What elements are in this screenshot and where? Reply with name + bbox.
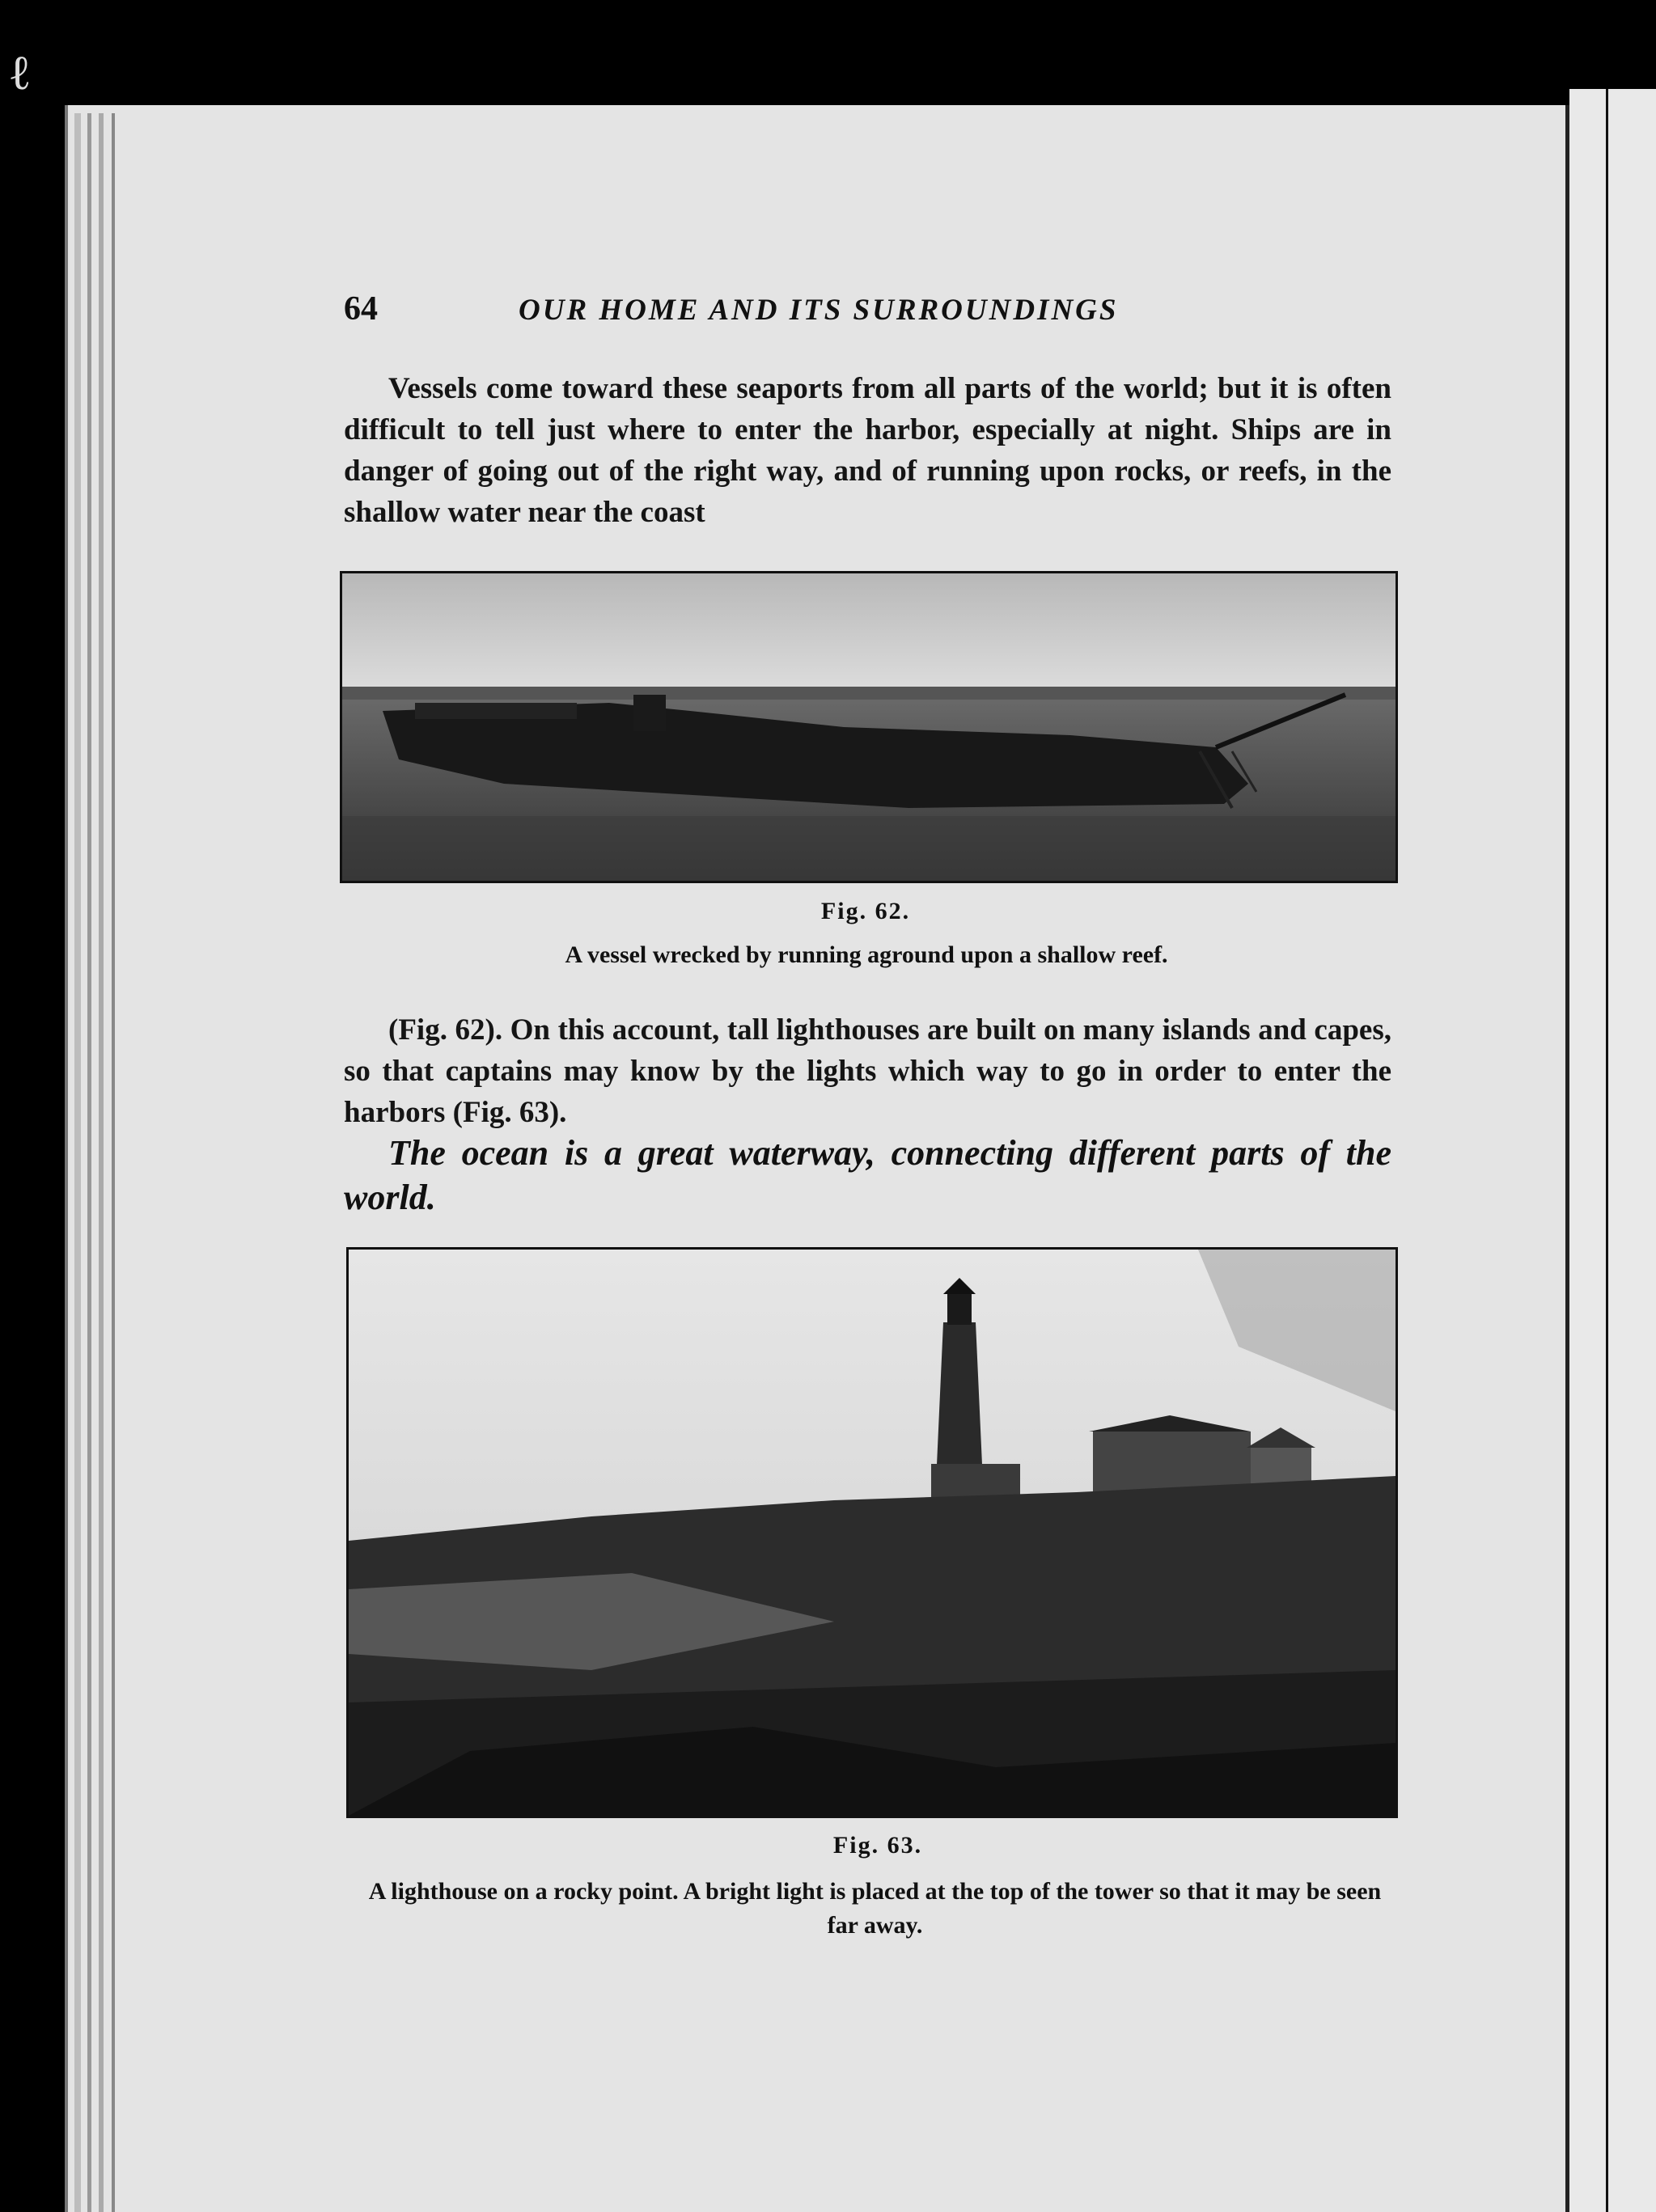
- figure-62-label: Fig. 62.: [820, 898, 911, 924]
- page-edge-strip: [99, 113, 104, 2212]
- running-title: OUR HOME AND ITS SURROUNDINGS: [519, 294, 1119, 327]
- page-header: [344, 290, 1242, 330]
- page-edge-strip: [112, 113, 115, 2212]
- lighthouse-image: [349, 1250, 1396, 1816]
- page-edge-strip: [74, 113, 81, 2212]
- emphasized-statement: The ocean is a great waterway, connecting different parts of the world.: [344, 1133, 1391, 1217]
- scan-corner-mark: ℓ: [8, 46, 32, 99]
- facing-page-rule: [1606, 89, 1608, 2212]
- body-paragraph-2: (Fig. 62). On this account, tall lighthouses are built on many islands and capes, so that captains may know by the lights which way to go in order to enter the harbors (Fig. 63).: [344, 1013, 1391, 1129]
- shipwreck-image: [342, 573, 1396, 881]
- facing-page-strip: [1569, 89, 1656, 2212]
- figure-62-caption: A vessel wrecked by running aground upon a shallow reef.: [565, 941, 1168, 968]
- figure-62-shipwreck-photo: [340, 571, 1398, 883]
- figure-63-lighthouse-photo: [346, 1247, 1398, 1818]
- figure-63-caption: A lighthouse on a rocky point. A bright light is placed at the top of the tower so that it may be seen far away.: [368, 1878, 1382, 1939]
- page-edge-strip: [87, 113, 91, 2212]
- body-paragraph-1: Vessels come toward these seaports from all parts of the world; but it is often difficult to tell just where to enter the harbor, especially at night. Ships are in danger of going out of the right way, and of running upon rocks, or reefs, in the shallow water near the coast: [344, 372, 1391, 529]
- figure-63-label: Fig. 63.: [832, 1832, 923, 1859]
- page-number: 64: [344, 290, 378, 328]
